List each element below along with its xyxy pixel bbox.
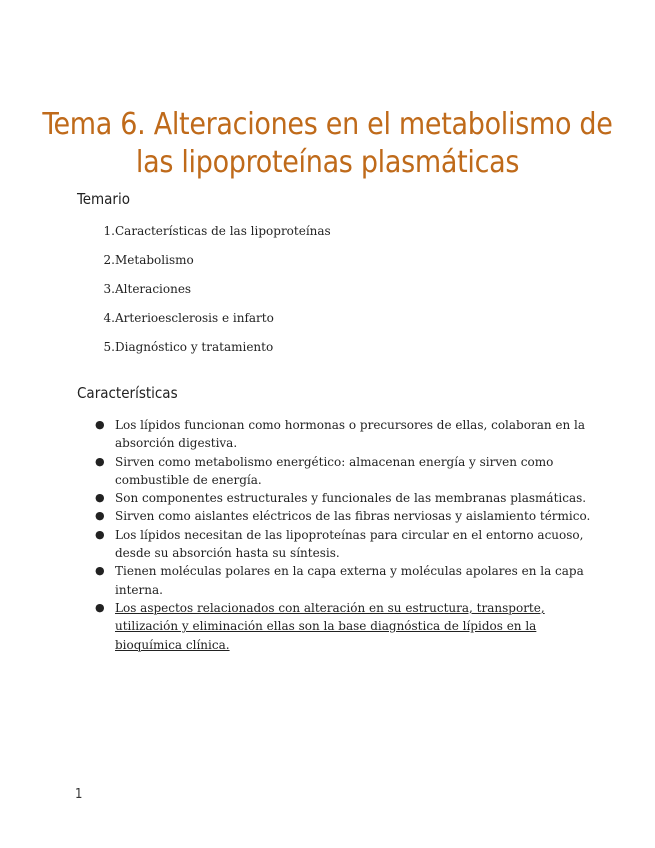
temario-item (77, 280, 331, 309)
caracteristicas-item (95, 599, 595, 654)
caracteristicas-heading: Características (77, 384, 178, 402)
bullet-icon: ● (95, 564, 105, 578)
temario-item-text: Arterioesclerosis e infarto (115, 311, 274, 325)
page-title-line-2: las lipoproteínas plasmáticas (135, 145, 520, 181)
bullet-icon: ● (95, 491, 105, 505)
caracteristicas-item-text-underlined: Los aspectos relacionados con alteración en su estructura, transporte, utilización y eliminación ellas son la base diagnóstica de lípidos en la bioquímica clínica. (115, 600, 545, 652)
temario-item-text: Metabolismo (115, 253, 194, 267)
bullet-icon: ● (95, 418, 105, 431)
bullet-icon: ● (95, 527, 105, 541)
caracteristicas-item-text: Son componentes estructurales y funcionales de las membranas plasmáticas. (115, 491, 587, 506)
page-number: 1 (75, 787, 83, 802)
caracteristicas-item-text: Los lípidos funcionan como hormonas o precursores de ellas, colaboran en la absorción digestiva. (115, 418, 586, 451)
temario-item-text: Características de las lipoproteínas (115, 224, 331, 238)
temario-item (77, 309, 331, 338)
caracteristicas-item-text: Sirven como aislantes eléctricos de las fibras nerviosas y aislamiento térmico. (115, 509, 591, 524)
bullet-icon: ● (95, 600, 105, 614)
caracteristicas-item-text: Sirven como metabolismo energético: almacenan energía y sirven como combustible de energía. (115, 454, 554, 487)
temario-item-number: 1. (103, 224, 115, 238)
caracteristicas-item-text: Tienen moléculas polares en la capa externa y moléculas apolares en la capa interna. (115, 564, 584, 597)
bullet-icon: ● (95, 509, 105, 523)
caracteristicas-list (95, 416, 595, 654)
temario-item-number: 2. (103, 253, 115, 267)
temario-item-text: Alteraciones (115, 282, 192, 296)
temario-item-number: 4. (103, 311, 115, 325)
temario-item (77, 338, 331, 367)
caracteristicas-item (95, 562, 595, 599)
caracteristicas-item (95, 416, 595, 453)
temario-item-text: Diagnóstico y tratamiento (115, 340, 274, 354)
caracteristicas-item (95, 489, 595, 507)
page-title (40, 106, 615, 182)
temario-list (77, 222, 331, 367)
caracteristicas-item-text: Los lípidos necesitan de las lipoproteínas para circular en el entorno acuoso, desde su absorción hasta su síntesis. (115, 527, 584, 561)
page-title-line-1: Tema 6. Alteraciones en el metabolismo de (42, 107, 613, 143)
bullet-icon: ● (95, 454, 105, 468)
caracteristicas-item (95, 507, 595, 525)
temario-heading: Temario (77, 190, 130, 208)
temario-item-number: 3. (103, 282, 115, 296)
temario-item-number: 5. (103, 340, 115, 354)
caracteristicas-item (95, 453, 595, 490)
caracteristicas-item (95, 526, 595, 563)
temario-item (77, 222, 331, 251)
temario-item (77, 251, 331, 280)
